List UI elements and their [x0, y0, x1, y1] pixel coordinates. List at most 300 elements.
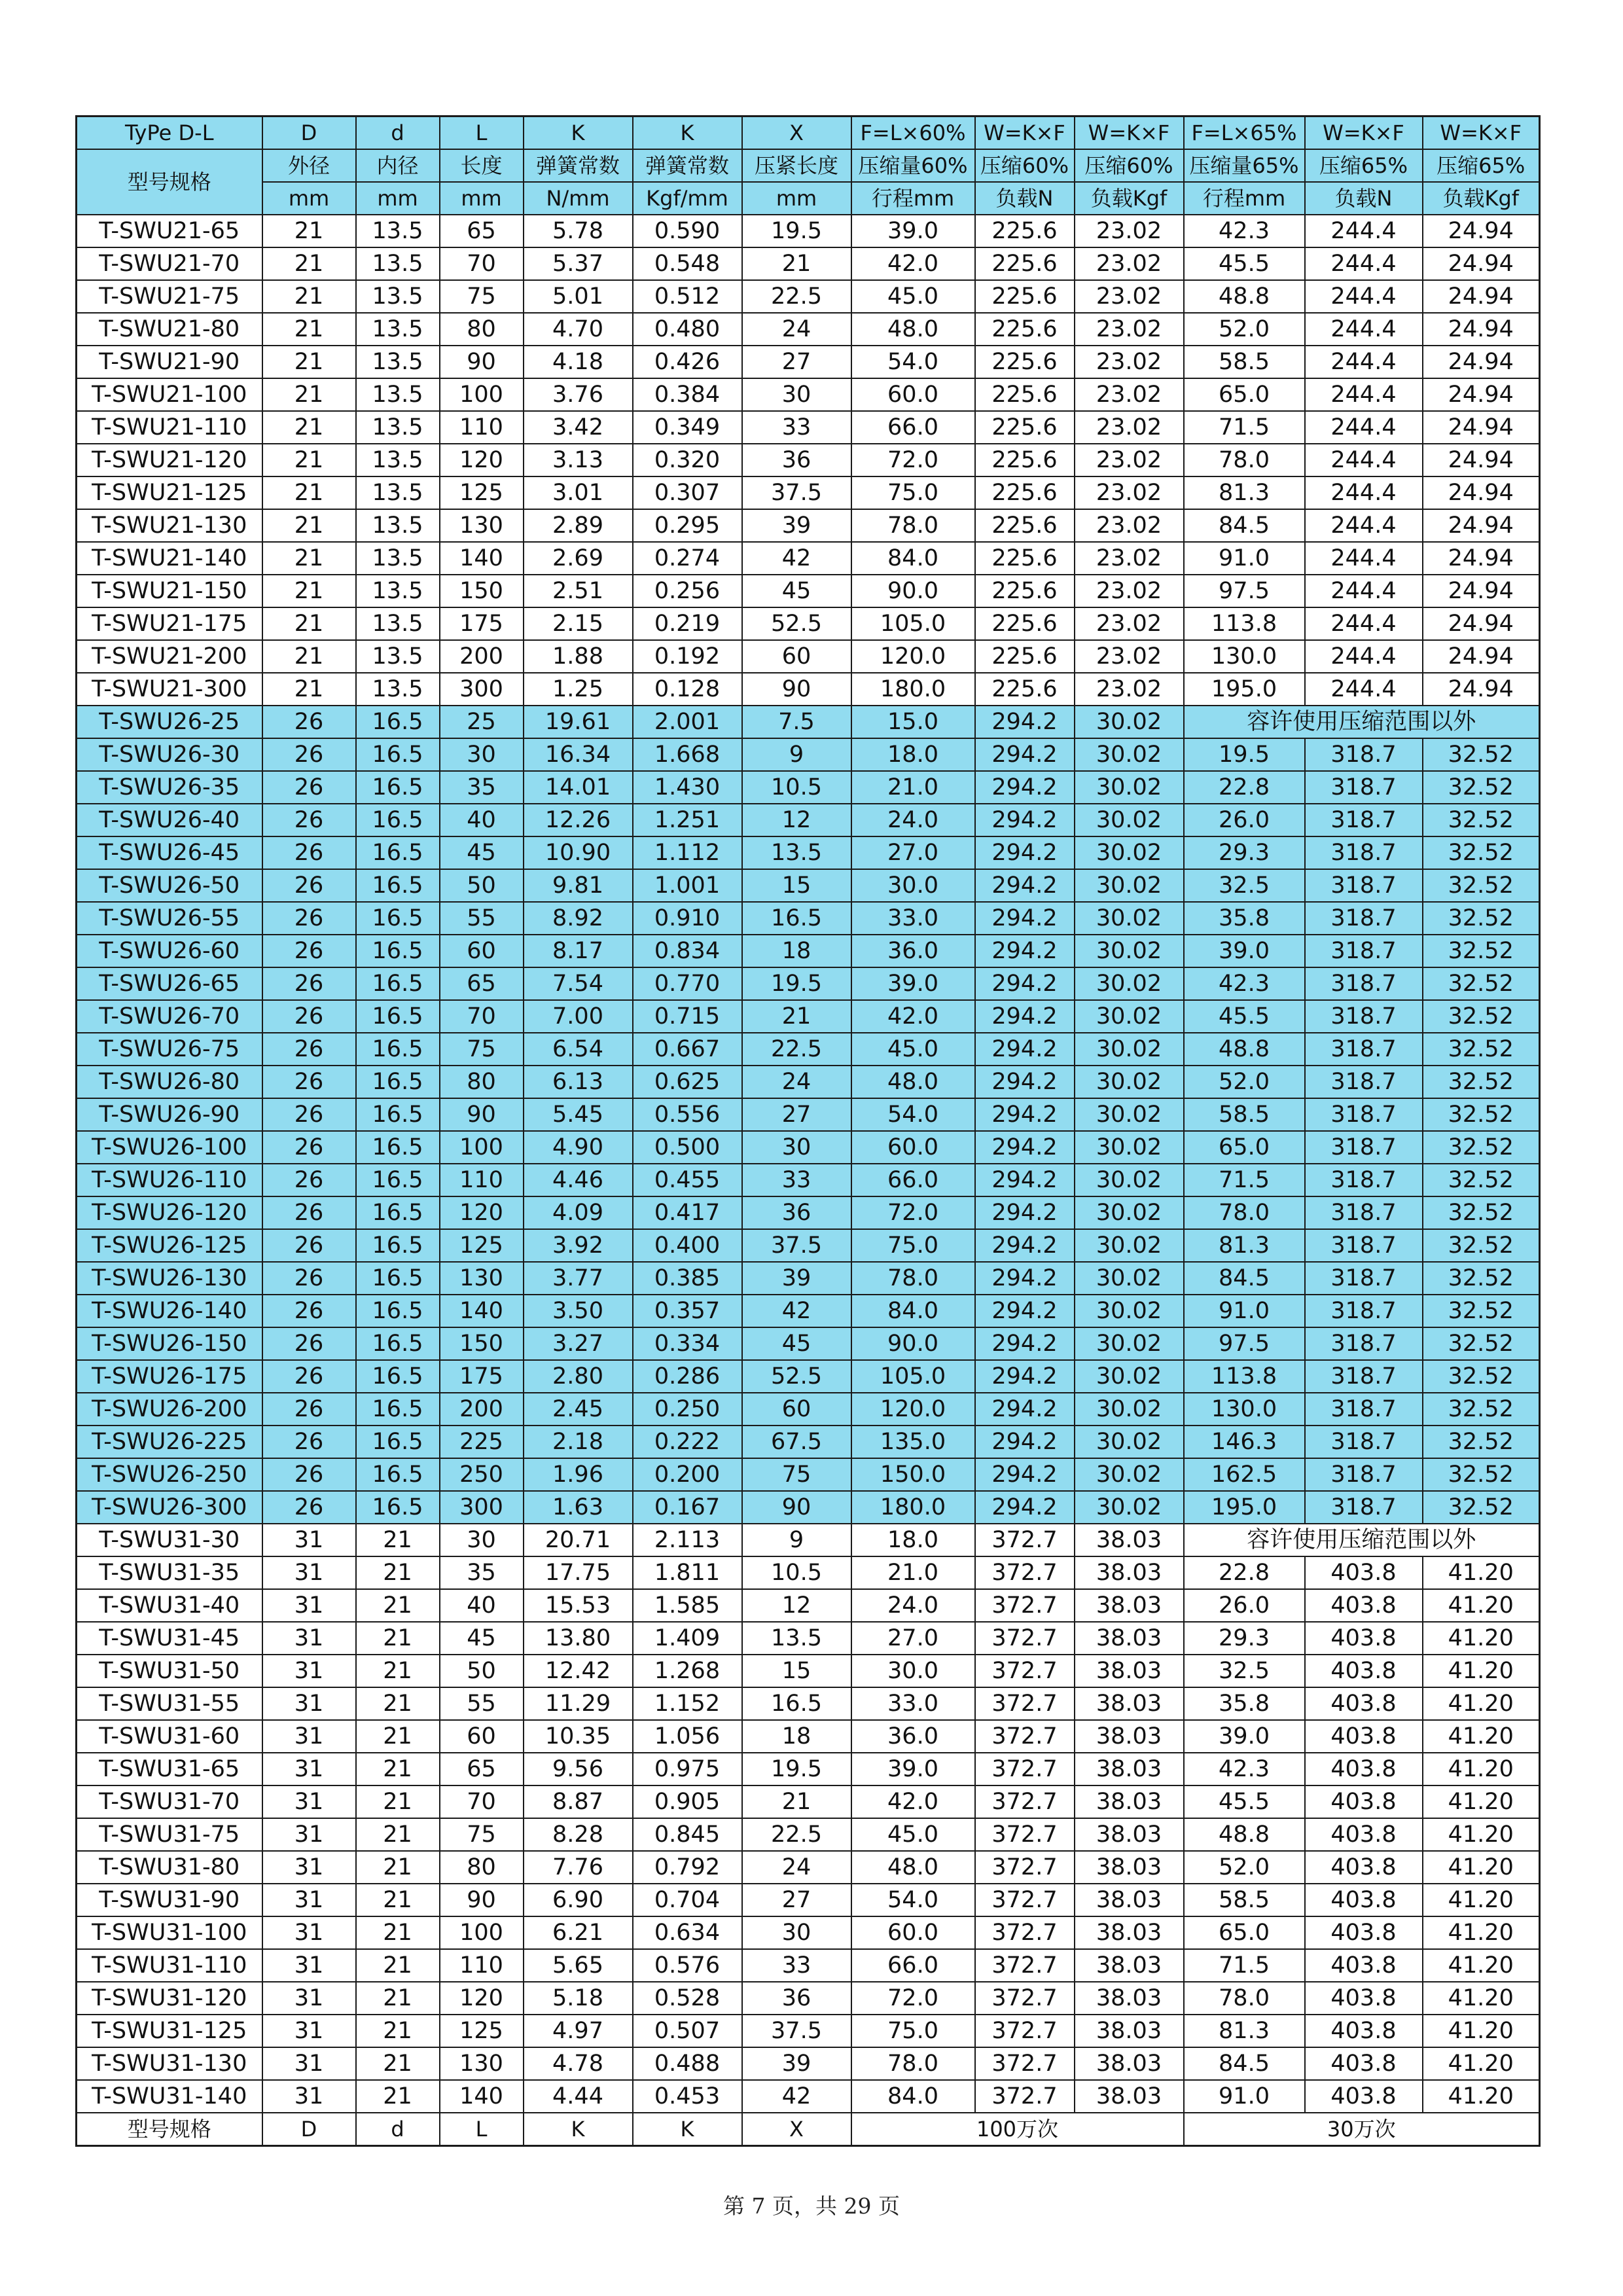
value-cell: 75 [440, 280, 524, 313]
value-cell: 130 [440, 509, 524, 542]
model-cell: T-SWU31-30 [77, 1524, 262, 1556]
value-cell: 45.5 [1184, 1000, 1305, 1033]
value-cell: 1.056 [633, 1720, 742, 1753]
value-cell: 1.585 [633, 1589, 742, 1622]
value-cell: 2.89 [524, 509, 633, 542]
value-cell: 78.0 [851, 2047, 975, 2080]
value-cell: 37.5 [742, 1229, 851, 1262]
value-cell: 42.0 [851, 247, 975, 280]
model-cell: T-SWU21-200 [77, 640, 262, 673]
table-row [77, 1458, 1540, 1491]
value-cell: 19.5 [1184, 738, 1305, 771]
value-cell: 318.7 [1305, 1393, 1423, 1426]
value-cell: 0.385 [633, 1262, 742, 1295]
value-cell: 31 [262, 1949, 356, 1982]
value-cell: 294.2 [975, 1458, 1075, 1491]
value-cell: 24.94 [1423, 444, 1540, 476]
value-cell: 55 [440, 902, 524, 935]
value-cell: 244.4 [1305, 640, 1423, 673]
value-cell: 23.02 [1075, 673, 1184, 706]
value-cell: 3.13 [524, 444, 633, 476]
footer-label-cell: 型号规格 [77, 2113, 262, 2146]
value-cell: 294.2 [975, 1196, 1075, 1229]
value-cell: 58.5 [1184, 1884, 1305, 1916]
value-cell: 372.7 [975, 1556, 1075, 1589]
value-cell: 65 [440, 215, 524, 247]
value-cell: 30.02 [1075, 1393, 1184, 1426]
value-cell: 32.52 [1423, 967, 1540, 1000]
value-cell: 294.2 [975, 1000, 1075, 1033]
header-type-cell: TyPe D-L [77, 117, 262, 150]
value-cell: 372.7 [975, 1818, 1075, 1851]
table-row [77, 247, 1540, 280]
value-cell: 225 [440, 1426, 524, 1458]
value-cell: 10.5 [742, 1556, 851, 1589]
value-cell: 294.2 [975, 1164, 1075, 1196]
value-cell: 21 [262, 476, 356, 509]
value-cell: 403.8 [1305, 1622, 1423, 1655]
value-cell: 26 [262, 738, 356, 771]
value-cell: 75.0 [851, 476, 975, 509]
value-cell: 372.7 [975, 1524, 1075, 1556]
value-cell: 0.576 [633, 1949, 742, 1982]
header-symbol-cell: d [356, 117, 440, 150]
value-cell: 21 [262, 411, 356, 444]
value-cell: 294.2 [975, 1426, 1075, 1458]
value-cell: 318.7 [1305, 1000, 1423, 1033]
value-cell: 50 [440, 869, 524, 902]
table-row [77, 1000, 1540, 1033]
value-cell: 294.2 [975, 967, 1075, 1000]
value-cell: 21 [356, 1622, 440, 1655]
value-cell: 24.94 [1423, 673, 1540, 706]
model-cell: T-SWU31-65 [77, 1753, 262, 1785]
value-cell: 38.03 [1075, 2015, 1184, 2047]
value-cell: 403.8 [1305, 1556, 1423, 1589]
value-cell: 21 [356, 1982, 440, 2015]
model-cell: T-SWU31-90 [77, 1884, 262, 1916]
value-cell: 318.7 [1305, 1066, 1423, 1098]
value-cell: 294.2 [975, 1098, 1075, 1131]
value-cell: 24 [742, 313, 851, 346]
value-cell: 13.5 [356, 215, 440, 247]
value-cell: 32.52 [1423, 1229, 1540, 1262]
footer-label-cell: L [440, 2113, 524, 2146]
value-cell: 2.80 [524, 1360, 633, 1393]
value-cell: 24.94 [1423, 247, 1540, 280]
header-symbol-cell: D [262, 117, 356, 150]
value-cell: 0.320 [633, 444, 742, 476]
value-cell: 30.02 [1075, 1229, 1184, 1262]
value-cell: 32.5 [1184, 869, 1305, 902]
table-row [77, 215, 1540, 247]
value-cell: 16.5 [356, 1426, 440, 1458]
value-cell: 38.03 [1075, 1753, 1184, 1785]
value-cell: 91.0 [1184, 1295, 1305, 1327]
value-cell: 244.4 [1305, 346, 1423, 378]
value-cell: 71.5 [1184, 411, 1305, 444]
value-cell: 32.52 [1423, 935, 1540, 967]
value-cell: 31 [262, 1720, 356, 1753]
value-cell: 6.13 [524, 1066, 633, 1098]
value-cell: 5.78 [524, 215, 633, 247]
value-cell: 41.20 [1423, 1982, 1540, 2015]
value-cell: 16.5 [356, 1262, 440, 1295]
value-cell: 225.6 [975, 280, 1075, 313]
value-cell: 3.01 [524, 476, 633, 509]
page-number-footer: 第 7 页，共 29 页 [723, 2193, 900, 2219]
value-cell: 45.0 [851, 1818, 975, 1851]
model-cell: T-SWU26-45 [77, 836, 262, 869]
value-cell: 16.5 [356, 869, 440, 902]
value-cell: 26 [262, 1262, 356, 1295]
value-cell: 21 [742, 247, 851, 280]
value-cell: 318.7 [1305, 1262, 1423, 1295]
value-cell: 4.90 [524, 1131, 633, 1164]
value-cell: 225.6 [975, 575, 1075, 607]
value-cell: 41.20 [1423, 1884, 1540, 1916]
model-cell: T-SWU26-25 [77, 706, 262, 738]
value-cell: 60.0 [851, 378, 975, 411]
value-cell: 13.5 [356, 313, 440, 346]
model-cell: T-SWU26-55 [77, 902, 262, 935]
value-cell: 32.52 [1423, 1295, 1540, 1327]
value-cell: 372.7 [975, 1982, 1075, 2015]
value-cell: 45.0 [851, 280, 975, 313]
value-cell: 162.5 [1184, 1458, 1305, 1491]
value-cell: 29.3 [1184, 836, 1305, 869]
value-cell: 16.5 [356, 1327, 440, 1360]
value-cell: 24.94 [1423, 542, 1540, 575]
value-cell: 21 [356, 2015, 440, 2047]
value-cell: 30 [440, 1524, 524, 1556]
value-cell: 403.8 [1305, 2080, 1423, 2113]
value-cell: 31 [262, 1916, 356, 1949]
value-cell: 113.8 [1184, 1360, 1305, 1393]
model-cell: T-SWU31-75 [77, 1818, 262, 1851]
value-cell: 244.4 [1305, 509, 1423, 542]
value-cell: 90 [440, 1884, 524, 1916]
header-unit-cell: mm [356, 182, 440, 215]
value-cell: 38.03 [1075, 1785, 1184, 1818]
value-cell: 97.5 [1184, 575, 1305, 607]
model-cell: T-SWU31-60 [77, 1720, 262, 1753]
value-cell: 15.0 [851, 706, 975, 738]
value-cell: 0.480 [633, 313, 742, 346]
model-cell: T-SWU26-70 [77, 1000, 262, 1033]
value-cell: 4.78 [524, 2047, 633, 2080]
value-cell: 33 [742, 1949, 851, 1982]
table-row [77, 575, 1540, 607]
model-cell: T-SWU21-130 [77, 509, 262, 542]
model-cell: T-SWU26-120 [77, 1196, 262, 1229]
value-cell: 13.5 [356, 607, 440, 640]
header-unit-cell: 行程mm [851, 182, 975, 215]
value-cell: 19.5 [742, 967, 851, 1000]
table-row [77, 411, 1540, 444]
value-cell: 0.548 [633, 247, 742, 280]
value-cell: 31 [262, 1785, 356, 1818]
value-cell: 1.001 [633, 869, 742, 902]
value-cell: 12 [742, 804, 851, 836]
value-cell: 38.03 [1075, 2047, 1184, 2080]
value-cell: 7.5 [742, 706, 851, 738]
model-cell: T-SWU21-80 [77, 313, 262, 346]
table-row [77, 935, 1540, 967]
table-row [77, 1164, 1540, 1196]
value-cell: 0.910 [633, 902, 742, 935]
header-symbol-cell: K [524, 117, 633, 150]
value-cell: 39 [742, 509, 851, 542]
table-row [77, 1589, 1540, 1622]
value-cell: 130.0 [1184, 1393, 1305, 1426]
value-cell: 39 [742, 2047, 851, 2080]
value-cell: 21 [356, 1556, 440, 1589]
value-cell: 10.35 [524, 1720, 633, 1753]
value-cell: 0.845 [633, 1818, 742, 1851]
value-cell: 0.417 [633, 1196, 742, 1229]
value-cell: 5.01 [524, 280, 633, 313]
header-model-label: 型号规格 [77, 149, 262, 215]
table-row [77, 1066, 1540, 1098]
value-cell: 60 [742, 1393, 851, 1426]
value-cell: 26.0 [1184, 804, 1305, 836]
value-cell: 32.52 [1423, 771, 1540, 804]
value-cell: 31 [262, 1851, 356, 1884]
value-cell: 3.92 [524, 1229, 633, 1262]
value-cell: 0.219 [633, 607, 742, 640]
value-cell: 140 [440, 542, 524, 575]
value-cell: 8.17 [524, 935, 633, 967]
out-of-range-note: 容许使用压缩范围以外 [1184, 706, 1540, 738]
value-cell: 372.7 [975, 1884, 1075, 1916]
table-body [77, 215, 1540, 2113]
value-cell: 6.90 [524, 1884, 633, 1916]
value-cell: 9.81 [524, 869, 633, 902]
table-row [77, 2015, 1540, 2047]
table-header [77, 117, 1540, 215]
value-cell: 403.8 [1305, 1884, 1423, 1916]
model-cell: T-SWU26-225 [77, 1426, 262, 1458]
model-cell: T-SWU31-40 [77, 1589, 262, 1622]
value-cell: 41.20 [1423, 1785, 1540, 1818]
value-cell: 403.8 [1305, 1589, 1423, 1622]
value-cell: 65.0 [1184, 378, 1305, 411]
value-cell: 32.52 [1423, 1033, 1540, 1066]
value-cell: 33 [742, 1164, 851, 1196]
value-cell: 54.0 [851, 346, 975, 378]
header-unit-cell: 负载N [1305, 182, 1423, 215]
value-cell: 244.4 [1305, 476, 1423, 509]
value-cell: 41.20 [1423, 1851, 1540, 1884]
value-cell: 26 [262, 1098, 356, 1131]
value-cell: 318.7 [1305, 1164, 1423, 1196]
value-cell: 42 [742, 1295, 851, 1327]
table-row [77, 346, 1540, 378]
value-cell: 225.6 [975, 313, 1075, 346]
table-row [77, 2047, 1540, 2080]
table-row [77, 607, 1540, 640]
value-cell: 31 [262, 2047, 356, 2080]
value-cell: 244.4 [1305, 411, 1423, 444]
value-cell: 16.5 [356, 1229, 440, 1262]
value-cell: 30.02 [1075, 1131, 1184, 1164]
value-cell: 12.42 [524, 1655, 633, 1687]
value-cell: 110 [440, 1949, 524, 1982]
value-cell: 30.02 [1075, 1295, 1184, 1327]
value-cell: 26 [262, 1393, 356, 1426]
value-cell: 372.7 [975, 1785, 1075, 1818]
value-cell: 31 [262, 1982, 356, 2015]
value-cell: 32.52 [1423, 869, 1540, 902]
value-cell: 24.94 [1423, 509, 1540, 542]
value-cell: 1.112 [633, 836, 742, 869]
value-cell: 18 [742, 935, 851, 967]
model-cell: T-SWU26-80 [77, 1066, 262, 1098]
value-cell: 225.6 [975, 542, 1075, 575]
value-cell: 38.03 [1075, 1982, 1184, 2015]
value-cell: 16.5 [356, 1131, 440, 1164]
value-cell: 318.7 [1305, 1131, 1423, 1164]
value-cell: 84.0 [851, 1295, 975, 1327]
value-cell: 21 [262, 640, 356, 673]
header-unit-cell: 负载Kgf [1423, 182, 1540, 215]
value-cell: 21 [356, 1884, 440, 1916]
value-cell: 16.5 [356, 1295, 440, 1327]
value-cell: 41.20 [1423, 1655, 1540, 1687]
model-cell: T-SWU31-110 [77, 1949, 262, 1982]
table-row [77, 1949, 1540, 1982]
value-cell: 13.80 [524, 1622, 633, 1655]
value-cell: 32.52 [1423, 1164, 1540, 1196]
table-row [77, 1982, 1540, 2015]
value-cell: 372.7 [975, 1589, 1075, 1622]
model-cell: T-SWU26-50 [77, 869, 262, 902]
value-cell: 75.0 [851, 2015, 975, 2047]
value-cell: 1.811 [633, 1556, 742, 1589]
value-cell: 22.8 [1184, 1556, 1305, 1589]
value-cell: 78.0 [851, 1262, 975, 1295]
value-cell: 0.274 [633, 542, 742, 575]
value-cell: 150.0 [851, 1458, 975, 1491]
model-cell: T-SWU26-250 [77, 1458, 262, 1491]
value-cell: 1.63 [524, 1491, 633, 1524]
value-cell: 175 [440, 607, 524, 640]
table-row [77, 313, 1540, 346]
value-cell: 65 [440, 967, 524, 1000]
value-cell: 120.0 [851, 640, 975, 673]
value-cell: 1.268 [633, 1655, 742, 1687]
value-cell: 40 [440, 804, 524, 836]
value-cell: 24.0 [851, 1589, 975, 1622]
value-cell: 21 [742, 1000, 851, 1033]
value-cell: 21 [356, 1720, 440, 1753]
header-unit-cell: mm [742, 182, 851, 215]
value-cell: 55 [440, 1687, 524, 1720]
table-row [77, 1720, 1540, 1753]
value-cell: 31 [262, 2080, 356, 2113]
value-cell: 26 [262, 706, 356, 738]
value-cell: 16.5 [356, 771, 440, 804]
value-cell: 42 [742, 2080, 851, 2113]
table-row [77, 1033, 1540, 1066]
value-cell: 20.71 [524, 1524, 633, 1556]
value-cell: 9 [742, 738, 851, 771]
model-cell: T-SWU21-65 [77, 215, 262, 247]
value-cell: 80 [440, 1066, 524, 1098]
value-cell: 30.02 [1075, 1196, 1184, 1229]
value-cell: 35 [440, 771, 524, 804]
value-cell: 1.430 [633, 771, 742, 804]
value-cell: 16.5 [356, 1360, 440, 1393]
value-cell: 75.0 [851, 1229, 975, 1262]
value-cell: 41.20 [1423, 1753, 1540, 1785]
table-row [77, 640, 1540, 673]
value-cell: 11.29 [524, 1687, 633, 1720]
value-cell: 84.0 [851, 542, 975, 575]
value-cell: 65.0 [1184, 1916, 1305, 1949]
value-cell: 18.0 [851, 738, 975, 771]
value-cell: 21 [742, 1785, 851, 1818]
value-cell: 120 [440, 444, 524, 476]
model-cell: T-SWU26-40 [77, 804, 262, 836]
model-cell: T-SWU31-125 [77, 2015, 262, 2047]
table-row [77, 1131, 1540, 1164]
footer-label-cell: X [742, 2113, 851, 2146]
value-cell: 41.20 [1423, 2047, 1540, 2080]
value-cell: 75 [742, 1458, 851, 1491]
value-cell: 41.20 [1423, 2015, 1540, 2047]
value-cell: 12.26 [524, 804, 633, 836]
value-cell: 23.02 [1075, 411, 1184, 444]
model-cell: T-SWU26-150 [77, 1327, 262, 1360]
value-cell: 21 [356, 1851, 440, 1884]
value-cell: 66.0 [851, 1949, 975, 1982]
table-row [77, 967, 1540, 1000]
value-cell: 36 [742, 1982, 851, 2015]
value-cell: 13.5 [356, 476, 440, 509]
value-cell: 403.8 [1305, 1851, 1423, 1884]
header-row-names [77, 149, 1540, 182]
value-cell: 38.03 [1075, 1818, 1184, 1851]
footer-label-cell: K [633, 2113, 742, 2146]
value-cell: 0.200 [633, 1458, 742, 1491]
value-cell: 38.03 [1075, 1524, 1184, 1556]
value-cell: 10.5 [742, 771, 851, 804]
value-cell: 90.0 [851, 1327, 975, 1360]
value-cell: 3.50 [524, 1295, 633, 1327]
value-cell: 24 [742, 1851, 851, 1884]
value-cell: 372.7 [975, 1687, 1075, 1720]
value-cell: 2.001 [633, 706, 742, 738]
value-cell: 19.61 [524, 706, 633, 738]
value-cell: 26 [262, 935, 356, 967]
value-cell: 225.6 [975, 346, 1075, 378]
value-cell: 39.0 [1184, 1720, 1305, 1753]
value-cell: 403.8 [1305, 1720, 1423, 1753]
value-cell: 52.0 [1184, 313, 1305, 346]
value-cell: 403.8 [1305, 1753, 1423, 1785]
value-cell: 16.5 [356, 1196, 440, 1229]
header-name-cell: 压缩60% [1075, 149, 1184, 182]
value-cell: 318.7 [1305, 1196, 1423, 1229]
value-cell: 13.5 [356, 280, 440, 313]
value-cell: 24.94 [1423, 378, 1540, 411]
model-cell: T-SWU26-35 [77, 771, 262, 804]
value-cell: 26 [262, 1164, 356, 1196]
model-cell: T-SWU26-200 [77, 1393, 262, 1426]
value-cell: 403.8 [1305, 1982, 1423, 2015]
